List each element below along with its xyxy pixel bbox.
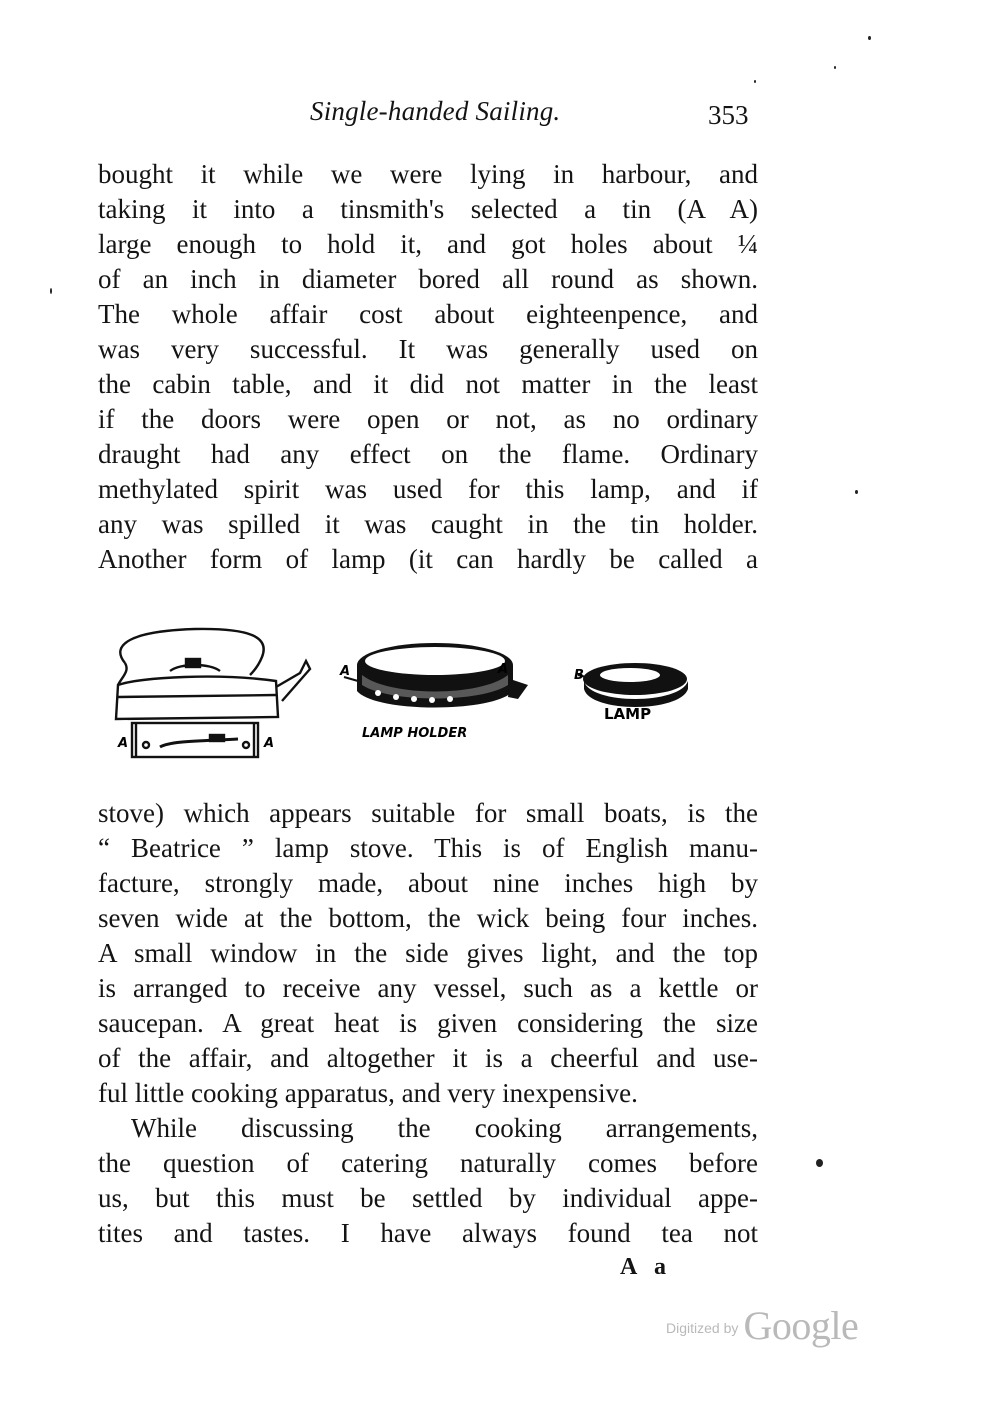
kettle-drawing — [116, 629, 310, 757]
text-line: is arranged to receive any vessel, such as a kettle or — [98, 973, 758, 1003]
signature-mark: A a — [620, 1254, 673, 1280]
label-a-holder-left: A — [340, 664, 351, 679]
text-line: us, but this must be settled by individual appe- — [98, 1183, 758, 1213]
watermark-prefix: Digitized by — [666, 1320, 739, 1336]
text-line: A small window in the side gives light, and the top — [98, 938, 758, 968]
text-line: saucepan. A great heat is given considering the size — [98, 1008, 758, 1038]
text-line: draught had any effect on the flame. Ordinary — [98, 439, 758, 469]
scan-speck — [50, 288, 52, 294]
scan-speck — [834, 66, 836, 69]
scan-speck — [855, 490, 858, 494]
text-line: “ Beatrice ” lamp stove. This is of English manu- — [98, 833, 758, 863]
text-line: the cabin table, and it did not matter in the least — [98, 369, 758, 399]
scan-speck — [868, 36, 871, 40]
text-line: if the doors were open or not, as no ordinary — [98, 404, 758, 434]
lamp-illustration — [100, 615, 720, 775]
running-title: Single-handed Sailing. — [310, 96, 561, 126]
paragraph-1 — [98, 157, 758, 577]
text-line: the question of catering naturally comes before — [98, 1148, 758, 1178]
text-line: of an inch in diameter bored all round as shown. — [98, 264, 758, 294]
lamp-drawing — [578, 663, 688, 707]
page-number: 353 — [708, 100, 749, 130]
label-a-left: A — [118, 736, 129, 751]
text-line: While discussing the cooking arrangements, — [131, 1113, 758, 1143]
text-line: Another form of lamp (it can hardly be called a — [98, 544, 758, 574]
text-line: any was spilled it was caught in the tin holder. — [98, 509, 758, 539]
text-line: facture, strongly made, about nine inches high by — [98, 868, 758, 898]
scan-speck — [816, 1159, 823, 1167]
lamp-caption: LAMP — [604, 705, 652, 723]
text-line: stove) which appears suitable for small boats, is the — [98, 798, 758, 828]
text-line: large enough to hold it, and got holes about ¼ — [98, 229, 758, 259]
running-header — [0, 96, 988, 136]
text-line: bought it while we were lying in harbour, and — [98, 159, 758, 189]
text-line: taking it into a tinsmith's selected a tin (A A) — [98, 194, 758, 224]
text-line: ful little cooking apparatus, and very inexpensive. — [98, 1078, 638, 1108]
label-a-holder-right: A — [498, 662, 509, 677]
paragraph-2 — [98, 796, 758, 1251]
digitized-watermark — [666, 1302, 858, 1352]
scan-speck — [754, 80, 756, 83]
text-line: was very successful. It was generally used on — [98, 334, 758, 364]
label-b: B — [574, 668, 584, 683]
text-line: tites and tastes. I have always found tea not — [98, 1218, 758, 1248]
text-line: of the affair, and altogether it is a cheerful and use- — [98, 1043, 758, 1073]
text-line: seven wide at the bottom, the wick being four inches. — [98, 903, 758, 933]
label-a-right: A — [264, 736, 275, 751]
text-line: The whole affair cost about eighteenpence, and — [98, 299, 758, 329]
lamp-holder-caption: LAMP HOLDER — [362, 726, 468, 741]
text-line: methylated spirit was used for this lamp, and if — [98, 474, 758, 504]
google-logo: Google — [743, 1303, 859, 1348]
